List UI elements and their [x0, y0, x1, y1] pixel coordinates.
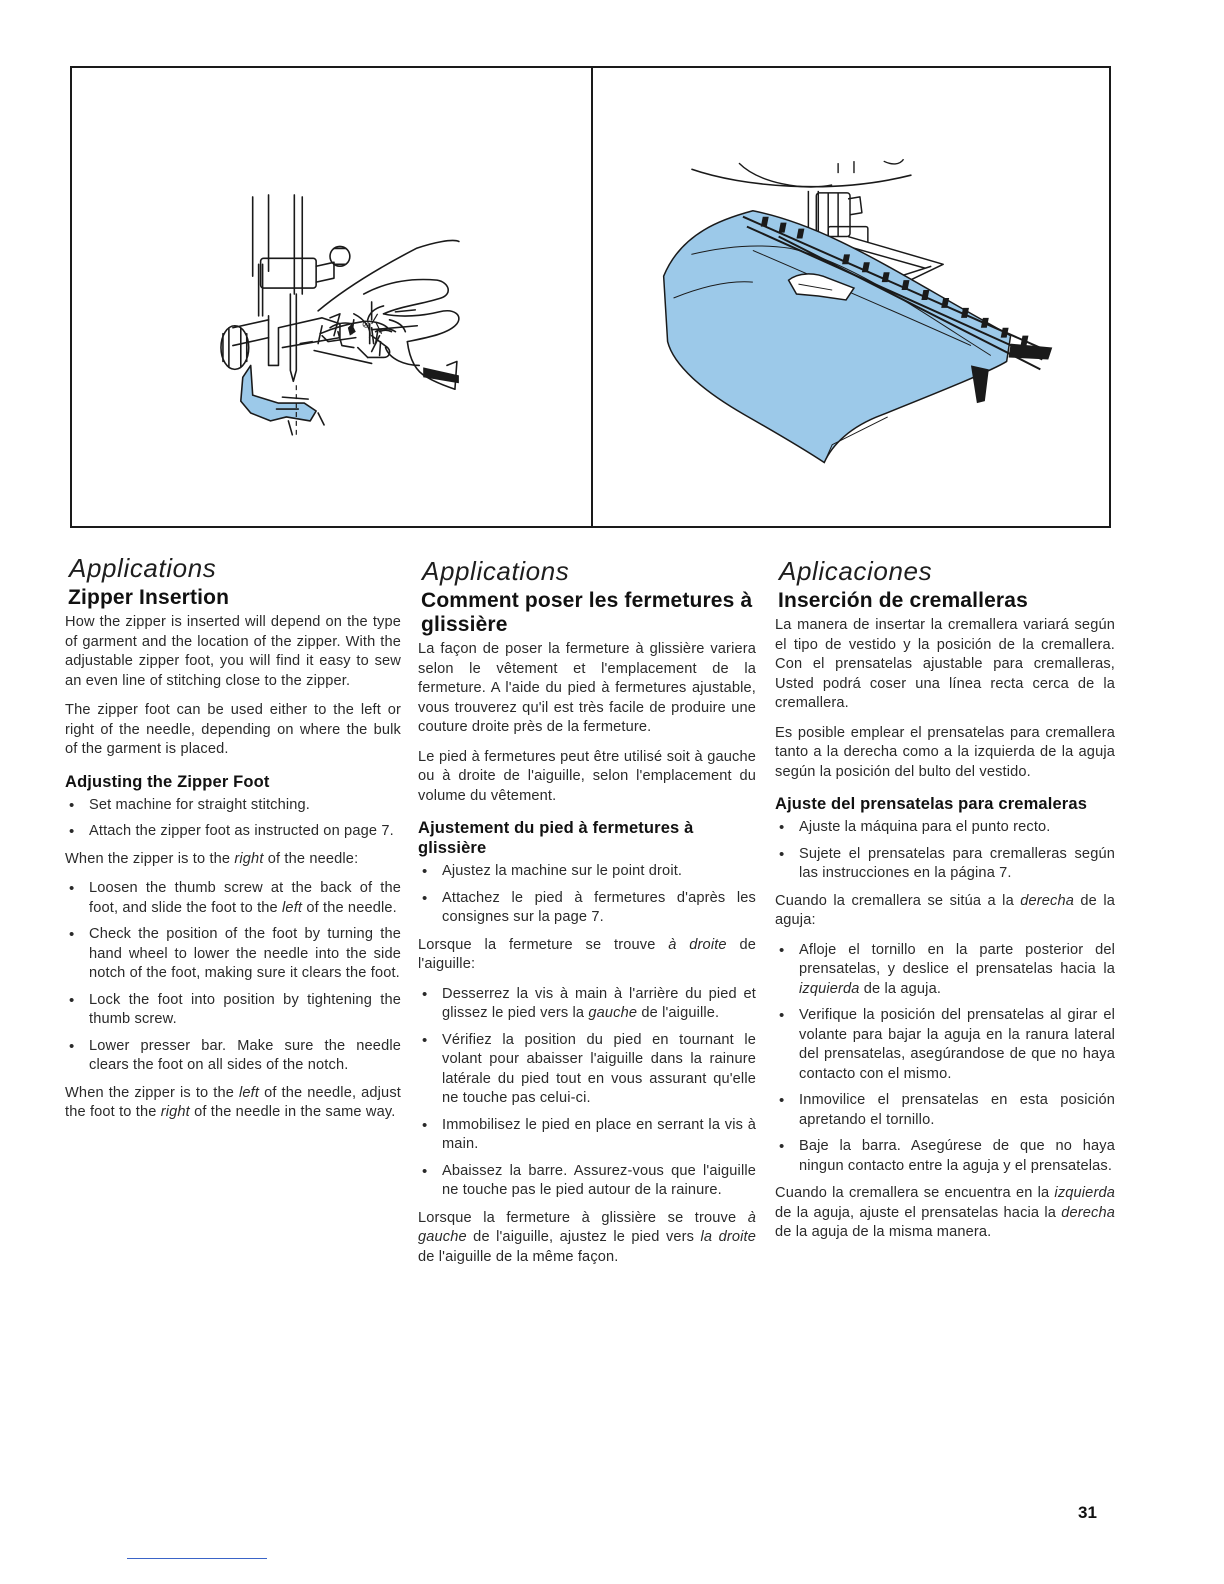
french-closing-paragraph: Lorsque la fermeture à glissière se trouve à gauche de l'aiguille, ajustez le pied vers la droite de l'aiguille de la même façon. — [418, 1209, 756, 1265]
spanish-steps-list — [775, 941, 1115, 1177]
english-setup-list — [65, 796, 401, 842]
illustration-frame — [70, 66, 1111, 528]
zipper-foot-illustration — [72, 68, 591, 526]
english-usage-paragraph: The zipper foot can be used either to the left or right of the needle, depending on where the bulk of the garment is placed. — [65, 702, 401, 757]
list-item: • Ajustez la machine sur le point droit. — [418, 862, 756, 882]
list-item: • Attachez le pied à fermetures d'après les consignes sur la page 7. — [418, 889, 756, 928]
list-item: • Verifique la posición del prensatelas al girar el volante para bajar la aguja en la ranura lateral del prensatelas, asegúrandose de que no haya contacto con el mismo. — [775, 1006, 1115, 1084]
french-steps-list — [418, 985, 756, 1201]
list-item: • Attach the zipper foot as instructed on page 7. — [65, 822, 401, 842]
svg-text:⊘: ⊘ — [361, 319, 371, 331]
list-item: • Lock the foot into position by tightening the thumb screw. — [65, 991, 401, 1030]
spanish-usage-paragraph: Es posible emplear el prensatelas para cremallera tanto a la derecha como a la izquierda de la aguja según la posición del bulto del vestido. — [775, 724, 1115, 780]
spanish-heading: Inserción de cremalleras — [778, 589, 1028, 612]
french-heading: Comment poser les fermetures à glissière — [421, 589, 753, 636]
footer-rule — [127, 1558, 267, 1559]
list-item: • Baje la barra. Asegúrese de que no haya ningun contacto entre la aguja y el prensatelas. — [775, 1137, 1115, 1176]
list-item: • Abaissez la barre. Assurez-vous que l'aiguille ne touche pas le pied autour de la rainure. — [418, 1162, 756, 1201]
spanish-setup-list — [775, 818, 1115, 884]
list-item: • Check the position of the foot by turning the hand wheel to lower the needle into the side notch of the foot, making sure it clears the foot. — [65, 925, 401, 984]
english-steps-list — [65, 879, 401, 1076]
page-number: 31 — [1078, 1503, 1097, 1522]
list-item: • Sujete el prensatelas para cremalleras según las instrucciones en la página 7. — [775, 845, 1115, 884]
list-item: • Afloje el tornillo en la parte posterior del prensatelas, y deslice el prensatelas hacia la izquierda de la aguja. — [775, 941, 1115, 1000]
english-heading: Zipper Insertion — [68, 586, 230, 609]
english-column — [65, 552, 401, 1123]
english-right-intro: When the zipper is to the right of the needle: — [65, 850, 359, 867]
zipper-foot-drawing — [72, 68, 591, 526]
list-item: • Vérifiez la position du pied en tournant le volant pour abaisser l'aiguille dans la rainure latérale du pied tout en vous assurant qu'elle ne touche pas celui-ci. — [418, 1031, 756, 1109]
list-item: • Inmovilice el prensatelas en esta posición apretando el tornillo. — [775, 1091, 1115, 1130]
french-usage-paragraph: Le pied à fermetures peut être utilisé soit à gauche ou à droite de l'aiguille, selon l'emplacement du volume du vêtement. — [418, 748, 756, 804]
french-intro-paragraph: La façon de poser la fermeture à glissière variera selon le vêtement et l'emplacement de la fermeture. A l'aide du pied à fermetures ajustable, vous trouverez qu'il est très facile de produire une couture droite près de la fermeture. — [418, 641, 756, 735]
list-item: • Desserrez la vis à main à l'arrière du pied et glissez le pied vers la gauche de l'aiguille. — [418, 985, 756, 1024]
french-section-title: Applications — [422, 556, 570, 586]
list-item: • Set machine for straight stitching. — [65, 796, 401, 816]
french-right-intro: Lorsque la fermeture se trouve à droite de l'aiguille: — [418, 936, 756, 972]
spanish-column — [775, 555, 1115, 1243]
list-item: • Ajuste la máquina para el punto recto. — [775, 818, 1115, 838]
list-item: • Lower presser bar. Make sure the needle clears the foot on all sides of the notch. — [65, 1037, 401, 1076]
french-setup-list — [418, 862, 756, 928]
english-intro-paragraph: How the zipper is inserted will depend on the type of garment and the location of the zipper. With the adjustable zipper foot, you will find it easy to sew an even line of stitching close to the zipper. — [65, 614, 401, 689]
zipper-sewing-illustration — [592, 68, 1111, 526]
spanish-closing-paragraph: Cuando la cremallera se encuentra en la izquierda de la aguja, ajuste el prensatelas hacia la derecha de la aguja de la misma manera. — [775, 1185, 1115, 1240]
zipper-sewing-drawing — [592, 68, 1111, 526]
french-subheading: Ajustement du pied à fermetures à glissière — [418, 819, 694, 857]
english-subheading: Adjusting the Zipper Foot — [65, 772, 270, 791]
english-closing-paragraph: When the zipper is to the left of the needle, adjust the foot to the right of the needle in the same way. — [65, 1084, 401, 1120]
spanish-intro-paragraph: La manera de insertar la cremallera variará según el tipo de vestido y la posición de la cremallera. Con el prensatelas ajustable para cremalleras, Usted podrá coser una línea recta cerca de la cremallera. — [775, 617, 1115, 711]
list-item: • Loosen the thumb screw at the back of the foot, and slide the foot to the left of the needle. — [65, 879, 401, 918]
french-column — [418, 555, 756, 1267]
spanish-right-intro: Cuando la cremallera se sitúa a la derecha de la aguja: — [775, 892, 1115, 928]
spanish-section-title: Aplicaciones — [779, 556, 933, 586]
list-item: • Immobilisez le pied en place en serrant la vis à main. — [418, 1116, 756, 1155]
spanish-subheading: Ajuste del prensatelas para cremaleras — [775, 795, 1088, 813]
english-section-title: Applications — [69, 553, 217, 583]
